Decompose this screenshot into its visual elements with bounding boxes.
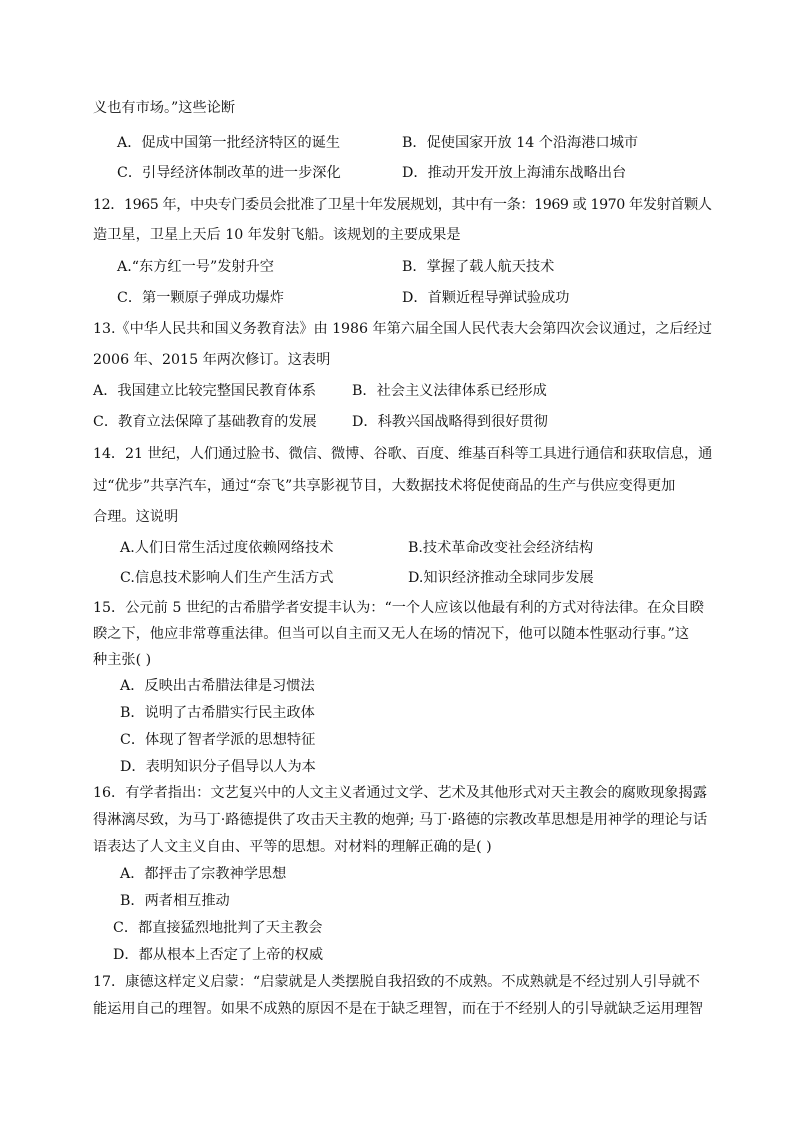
question-stem: 15．公元前 5 世纪的古希腊学者安提丰认为：“一个人应该以他最有利的方式对待法律。在众目睽 <box>93 600 704 616</box>
question-stem: 过“优步”共享汽车，通过“奈飞”共享影视节目，大数据技术将促使商品的生产与供应变得更加 <box>93 478 676 494</box>
option-b: B.技术革命改变社会经济结构 <box>408 540 594 556</box>
question-stem: 能运用自己的理智。如果不成熟的原因不是在于缺乏理智，而在于不经别人的引导就缺乏运用理智 <box>93 1001 704 1017</box>
option-b: B．说明了古希腊实行民主政体 <box>120 705 315 721</box>
option-d: D.知识经济推动全球同步发展 <box>408 570 594 586</box>
text-line: 义也有市场。”这些论断 <box>93 100 236 116</box>
option-b: B．促使国家开放 14 个沿海港口城市 <box>402 135 639 151</box>
option-c: C．体现了智者学派的思想特征 <box>120 732 316 748</box>
option-a: A．我国建立比较完整国民教育体系 <box>93 383 317 399</box>
question-stem: 造卫星，卫星上天后 10 年发射飞船。该规划的主要成果是 <box>93 227 461 243</box>
option-b: B．社会主义法律体系已经形成 <box>352 383 547 399</box>
option-c: C．都直接猛烈地批判了天主教会 <box>113 920 323 936</box>
option-c: C．第一颗原子弹成功爆炸 <box>117 290 284 306</box>
question-stem: 种主张( ) <box>93 652 152 668</box>
question-stem: 14．21 世纪，人们通过脸书、微信、微博、谷歌、百度、维基百科等工具进行通信和获取信息，通 <box>93 446 713 462</box>
option-d: D．表明知识分子倡导以人为本 <box>120 759 316 775</box>
option-a: A.人们日常生活过度依赖网络技术 <box>120 540 334 556</box>
question-stem: 得淋漓尽致，为马丁·路德提供了攻击天主教的炮弹; 马丁·路德的宗教改革思想是用神学的理论与话 <box>93 812 708 828</box>
option-c: C.信息技术影响人们生产生活方式 <box>120 570 334 586</box>
question-stem: 语表达了人文主义自由、平等的思想。对材料的理解正确的是( ) <box>93 839 492 855</box>
option-a: A．反映出古希腊法律是习惯法 <box>120 678 315 694</box>
question-stem: 16．有学者指出：文艺复兴中的人文主义者通过文学、艺术及其他形式对天主教会的腐败现象揭露 <box>93 785 707 801</box>
question-stem: 睽之下，他应非常尊重法律。但当可以自主而又无人在场的情况下，他可以随本性驱动行事。”这 <box>93 626 690 642</box>
option-d: D．推动开发开放上海浦东战略出台 <box>402 165 627 181</box>
question-stem: 2006 年、2015 年两次修订。这表明 <box>93 352 331 368</box>
question-stem: 13.《中华人民共和国义务教育法》由 1986 年第六届全国人民代表大会第四次会议通过，之后经过 <box>93 321 712 337</box>
question-stem: 17．康德这样定义启蒙：“启蒙就是人类摆脱自我招致的不成熟。不成熟就是不经过别人引导就不 <box>93 974 700 990</box>
question-stem: 12．1965 年，中央专门委员会批准了卫星十年发展规划，其中有一条：1969 或 1970 年发射首颗人 <box>93 197 712 213</box>
question-stem: 合理。这说明 <box>93 509 179 525</box>
option-b: B．掌握了载人航天技术 <box>402 259 555 275</box>
option-a: A.“东方红一号”发射升空 <box>117 259 274 275</box>
option-d: D．都从根本上否定了上帝的权威 <box>113 947 324 963</box>
option-d: D．首颗近程导弹试验成功 <box>402 290 570 306</box>
option-b: B．两者相互推动 <box>120 893 230 909</box>
option-c: C．教育立法保障了基础教育的发展 <box>93 414 317 430</box>
option-c: C．引导经济体制改革的进一步深化 <box>117 165 341 181</box>
option-d: D．科教兴国战略得到很好贯彻 <box>352 414 548 430</box>
option-a: A．都抨击了宗教神学思想 <box>120 866 287 882</box>
option-a: A．促成中国第一批经济特区的诞生 <box>117 135 341 151</box>
